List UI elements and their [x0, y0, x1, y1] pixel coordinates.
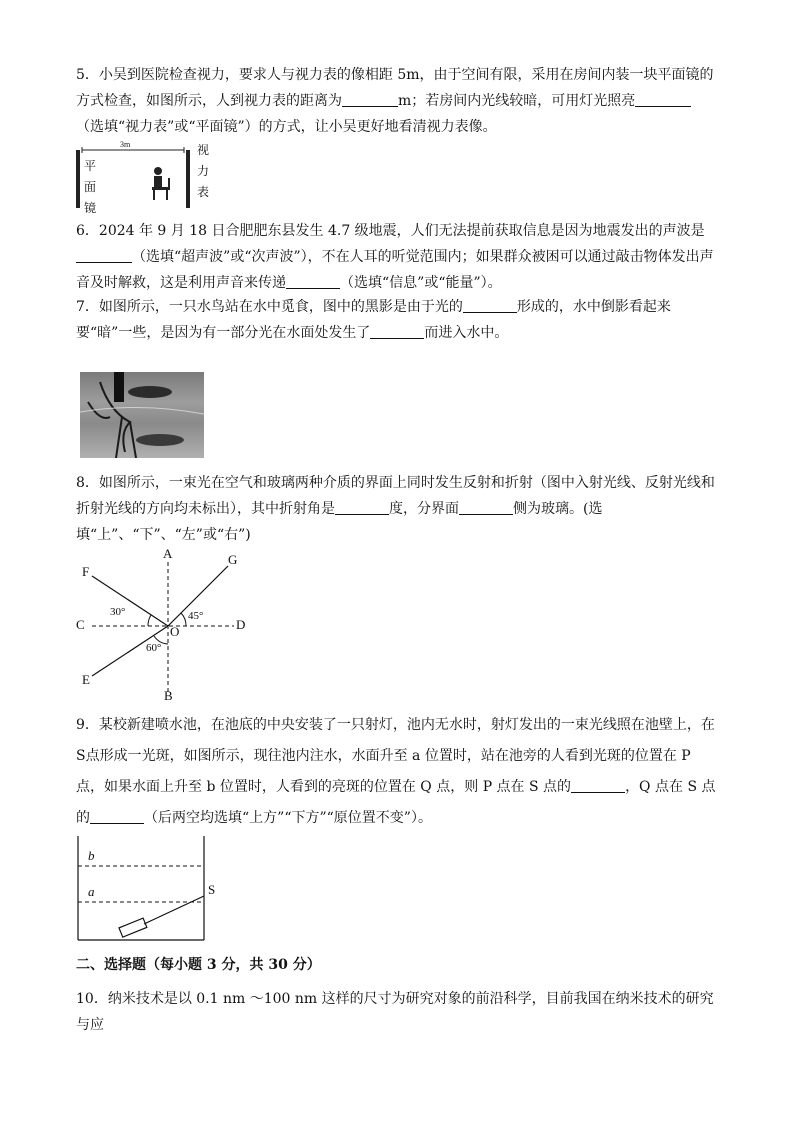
label-a: a	[88, 884, 95, 899]
answer-blank[interactable]	[571, 776, 625, 793]
q7-text-3: 而进入水中。	[424, 325, 509, 341]
q6-text-1: 6．2024 年 9 月 18 日合肥肥东县发生 4.7 级地震，人们无法提前获取信息是因为地震发出的声波是	[76, 223, 705, 239]
q9-text-3: （后两空均选填“上方”“下方”“原位置不变”）。	[144, 810, 432, 826]
question-5	[76, 62, 718, 140]
q5-text-3: （选填“视力表”或“平面镜”）的方式，让小吴更好地看清视力表像。	[76, 119, 497, 135]
answer-blank[interactable]	[286, 272, 340, 289]
q7-text-1: 7．如图所示，一只水鸟站在水中觅食，图中的黑影是由于光的	[76, 299, 463, 315]
answer-blank[interactable]	[76, 246, 132, 263]
q5-figure	[74, 142, 224, 214]
q5-text-1: 5．小吴到医院检查视力，要求人与视力表的像相距 5m，由于空间有限，采用在房间内装一块平面镜的方式检查，如图所示，人到视力表的距离为	[76, 67, 714, 109]
refraction-lines	[70, 548, 260, 704]
label-O: O	[170, 624, 180, 639]
answer-blank[interactable]	[370, 322, 424, 339]
mirror-label: 平 面 镜	[83, 159, 96, 215]
q8-text-3: 侧为玻璃。(选填“上”、“下”、“左”或“右”)	[76, 501, 603, 543]
angle-60: 60°	[146, 642, 162, 654]
answer-blank[interactable]	[463, 296, 517, 313]
answer-blank[interactable]	[335, 498, 389, 515]
distance-label: 3m	[120, 140, 131, 149]
q7-text-2: 形成的，水中倒影看起来要“暗”一些，是因为有一部分光在水面处发生了	[76, 299, 671, 341]
label-A: A	[163, 546, 173, 561]
eye-chart-label: 视 力 表	[196, 143, 209, 199]
fountain-pool-diagram	[74, 832, 234, 944]
water-bird-photo	[80, 372, 204, 458]
answer-blank[interactable]	[90, 807, 144, 824]
q6-text-3: （选填“信息”或“能量”）。	[340, 275, 502, 291]
question-8	[76, 470, 718, 548]
label-B: B	[164, 688, 173, 703]
angle-30: 30°	[110, 606, 126, 618]
answer-blank[interactable]	[342, 90, 398, 107]
question-9	[76, 710, 718, 834]
answer-blank[interactable]	[459, 498, 513, 515]
q5-text-2: m；若房间内光线较暗，可用灯光照亮	[398, 93, 636, 109]
q9-text-1: 9．某校新建喷水池，在池底的中央安装了一只射灯，池内无水时，射灯发出的一束光线照在池壁上，在S点形成一光斑，如图所示，现往池内注水，水面升至 a 位置时，站在池旁的人看到光斑的位置在 P 点，如果水面上升至 b 位置时，人看到的亮斑的位置在 Q 点，则 P 点在 S 点的	[76, 717, 715, 795]
question-7	[76, 294, 718, 346]
q6-text-2: （选填“超声波”或“次声波”），不在人耳的听觉范围内；如果群众被困可以通过敲击物体发出声音及时解救，这是利用声音来传递	[76, 249, 714, 291]
label-b: b	[88, 848, 95, 863]
q9-text-2: ，Q 点在 S 点的	[76, 779, 716, 826]
label-S: S	[208, 882, 216, 897]
section-heading: 二、选择题（每小题 3 分，共 30 分）	[76, 957, 321, 973]
label-E: E	[82, 672, 90, 687]
refraction-diagram	[70, 548, 260, 704]
label-F: F	[82, 564, 90, 579]
angle-45: 45°	[188, 610, 204, 622]
question-10: 10．纳米技术是以 0.1 nm ～100 nm 这样的尺寸为研究对象的前沿科学，目前我国在纳米技术的研究与应	[76, 991, 714, 1033]
answer-blank[interactable]	[635, 90, 691, 107]
label-D: D	[236, 617, 246, 632]
q8-text-1: 8．如图所示，一束光在空气和玻璃两种介质的界面上同时发生反射和折射（图中入射光线、反射光线和折射光线的方向均未标出），其中折射角是	[76, 475, 715, 517]
label-G: G	[228, 552, 238, 567]
question-6	[76, 218, 718, 296]
label-C: C	[76, 617, 85, 632]
bird-shadow-illustration	[80, 372, 204, 458]
q8-text-2: 度，分界面	[389, 501, 459, 517]
